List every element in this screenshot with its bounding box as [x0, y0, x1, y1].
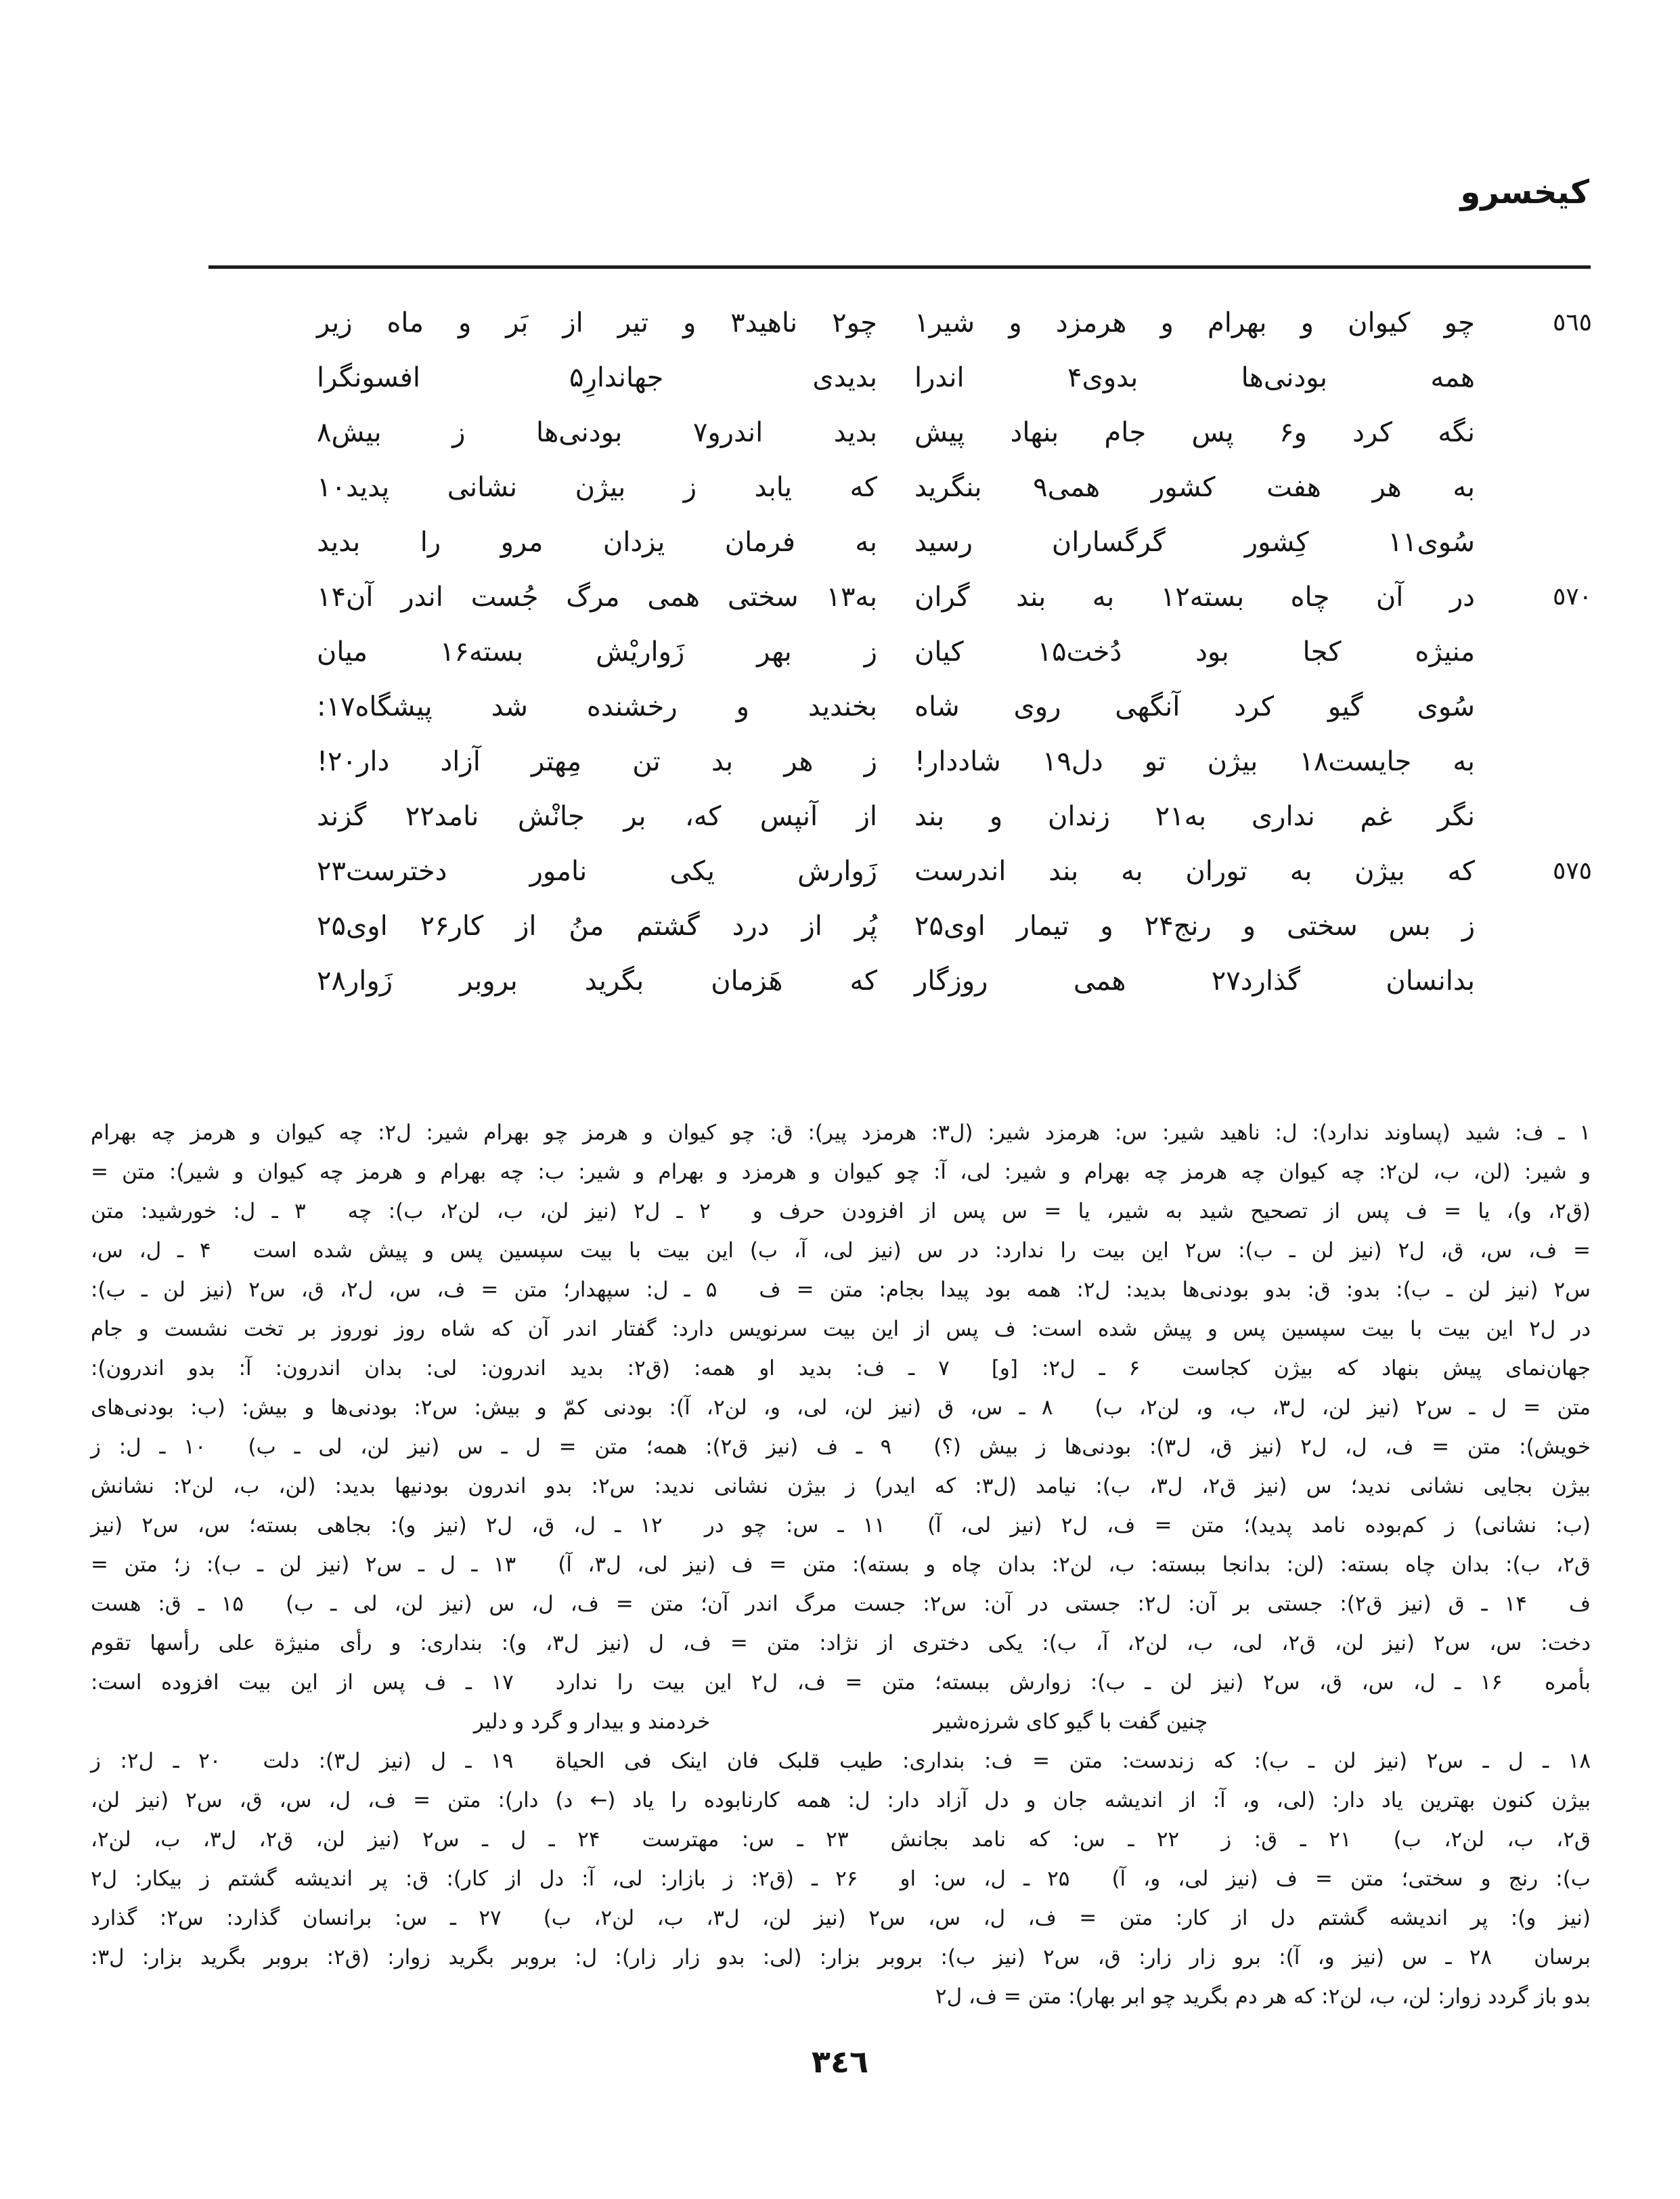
verse-number: ٥٧٥ [1552, 857, 1592, 885]
hemistich-second: که هَزمان بگرید بروبر زَوار۲۸ [317, 965, 877, 997]
apparatus-line: بأمره ۱۶ ـ ل، س، ق، س۲ (نیز لن ـ ب): زوارش ببسته؛ متن = ف، ل۲ این بیت را ندارد ۱۷ ـ ف پس از این بیت افزوده است: [91, 1670, 1591, 1695]
apparatus-line: در ل۲ این بیت با بیت سپسین پس و پیش شده است: ف پس از این بیت سرنویس دارد: گفتار اندر آن که شاه روز نوروز بر تخت نشست و جام [91, 1317, 1591, 1341]
quoted-hemistich-first: چنین گفت با گیو کای شرزه‌شیر [933, 1710, 1208, 1734]
hemistich-first: نگر غم نداری به۲۱ زندان و بند [914, 800, 1476, 832]
hemistich-first: به جایست۱۸ بیژن تو دل۱۹ شاددار! [914, 745, 1475, 777]
couplet [310, 569, 1592, 624]
hemistich-second: چو۲ ناهید۳ و تیر از بَر و ماه زیر [317, 307, 877, 339]
hemistich-second: ز هر بد تن مِهتر آزاد دار۲۰! [317, 745, 877, 777]
couplet [310, 844, 1592, 898]
couplet [310, 515, 1592, 569]
hemistich-first: سُوی گیو کرد آنگهی روی شاه [914, 691, 1475, 722]
running-header-title: کیخسرو [1460, 173, 1589, 211]
page-number: ٣٤٦ [811, 2043, 869, 2080]
apparatus-line: (ق۲، و)، یا = ف پس از تصحیح شید به شیر، یا = س پس از افزودن حرف و ۲ ـ ل۲ (نیز لن، ب، لن۲، ب): چه ۳ ـ ل: خورشید: متن [91, 1199, 1591, 1223]
hemistich-first: چو کیوان و بهرام و هرمزد و شیر۱ [914, 307, 1475, 339]
apparatus-line: جهان‌نمای پیش بنهاد که بیژن کجاست ۶ ـ ل۲: [و] ۷ ـ ف: بدید او همه: (ق۲: بدید اندرون: لی: بدان اندرون: آ: بدو اندرون): [91, 1356, 1591, 1380]
hemistich-second: به۱۳ سختی همی مرگ جُست اندر آن۱۴ [317, 581, 877, 613]
hemistich-second: از آنپس که، بر جانْش نامد۲۲ گزند [317, 800, 877, 832]
apparatus-line: (ب: نشانی) ز کم‌بوده نامد پدید)؛ متن = ف، ل۲ (نیز لی، آ) ۱۱ ـ س: چو در ۱۲ ـ ل، ق، ل۲ (نیز و): بجاهی بسته؛ س، س۲ (نیز [91, 1513, 1591, 1538]
apparatus-line: س۲ (نیز لن ـ ب): بدو: ق: بدو بودنی‌ها بدید: ل۲: همه بود پیدا بجام: متن = ف ۵ ـ ل: سپهدار؛ متن = ف، س، ل۲، ق، س۲ (نیز لن ـ ب): [91, 1278, 1591, 1302]
couplet [310, 953, 1592, 1008]
hemistich-second: بدید اندرو۷ بودنی‌ها ز بیش۸ [317, 416, 877, 448]
hemistich-first: ز بس سختی و رنج۲۴ و تیمار اوی۲۵ [914, 910, 1476, 942]
hemistich-first: که بیژن به توران به بند اندرست [914, 855, 1475, 887]
hemistich-first: به هر هفت کشور همی۹ بنگرید [914, 471, 1475, 503]
apparatus-line: دخت: س، س۲ (نیز لن، ق۲، لی، ب، لن۲، آ، ب): یکی دختری از نژاد: متن = ف، ل (نیز ل۳، و): بنداری: و رأی منیژة علی رأسها تقوم [91, 1631, 1591, 1655]
couplet [310, 624, 1592, 679]
apparatus-line: و شیر: (لن، ب، لن۲: چه کیوان چه هرمز چه بهرام و شیر: لی، آ: چو کیوان و هرمزد و بهرام و شیر: ب: چه بهرام و هرمز چه کیوان و شیر): متن = [91, 1160, 1591, 1184]
apparatus-line: ۱ ـ ف: شید (پساوند ندارد): ل: ناهید شیر: س: هرمزد شیر: (ل۳: هرمزد پیر): ق: چو کیوان و هرمز چو بهرام شیر: ل۲: چه کیوان و هرمز چه بهرام [91, 1120, 1591, 1145]
hemistich-second: ز بهر زَواریْش بسته۱۶ میان [317, 636, 877, 668]
hemistich-first: همه بودنی‌ها بدوی۴ اندرا [914, 362, 1475, 393]
apparatus-line: (نیز و): پر اندیشه گشتم دل از کار: متن = ف، ل، س، س۲ (نیز لن، ل۳، ب، لن۲، ب) ۲۷ ـ س: برانسان گذارد: س۲: گذارد [91, 1906, 1591, 1930]
apparatus-line: ف ۱۴ ـ ق (نیز ق۲): جستی بر آن: ل۲: جستی در آن: س۲: جست مرگ اندر آن؛ متن = ف، ل، س (نیز لن، لی ـ ب) ۱۵ ـ ق: هست [91, 1592, 1591, 1616]
hemistich-second: که یابد ز بیژن نشانی پدید۱۰ [317, 471, 877, 503]
apparatus-line: ب): رنج و سختی؛ متن = ف (نیز لی، و، آ) ۲۵ ـ ل، س: او ۲۶ ـ (ق۲: ز بازار: لی، آ: دل از کار): ق: پر اندیشه گشتم ز بیکار: ل۲ [91, 1867, 1591, 1891]
hemistich-first: سُوی۱۱ کِشور گرگساران رسید [914, 526, 1475, 558]
couplet [310, 295, 1592, 350]
apparatus-line: ۱۸ ـ ل ـ س۲ (نیز لن ـ ب): که زندست: متن = ف: بنداری: طیب قلبک فان اینک فی الحیاة ۱۹ ـ ل (نیز ل۳): دلت ۲۰ ـ ل۲: ز [91, 1749, 1591, 1773]
couplet [310, 460, 1592, 515]
critical-apparatus [91, 1113, 1591, 2016]
apparatus-line: خویش): متن = ف، ل، ل۲ (نیز ق، ل۳): بودنی‌ها ز بیش (؟) ۹ ـ ف (نیز ق۲): همه؛ متن = ل ـ س (نیز لن، لی ـ ب) ۱۰ ـ ل: ز [91, 1435, 1591, 1459]
header-rule [208, 265, 1591, 269]
hemistich-first: بدانسان گذارد۲۷ همی روزگار [914, 965, 1475, 997]
couplet [310, 734, 1592, 789]
apparatus-quoted-verse [91, 1702, 1591, 1741]
hemistich-second: بخندید و رخشنده شد پیشگاه۱۷: [317, 691, 877, 722]
apparatus-line: ق۲، ب): بدان چاه بسته: (لن: بدانجا ببسته: ب، لن۲: بدان چاه و بسته): متن = ف (نیز لی، ل۳، آ) ۱۳ ـ ل ـ س۲ (نیز لن ـ ب): ز؛ متن = [91, 1552, 1591, 1577]
apparatus-line-last: بدو باز گردد زوار: لن، ب، لن۲: که هر دم بگرید چو ابر بهار): متن = ف، ل۲ [935, 1984, 1591, 2009]
verse-number: ٥٧٠ [1552, 583, 1592, 611]
couplet [310, 405, 1592, 460]
apparatus-line: متن = ل ـ س۲ (نیز لن، ل۳، ب، و، لن۲، ب) ۸ ـ س، ق (نیز لن، لی، و، لن۲، آ): بودنی کمّ و بیش: س۲: بودنی‌ها و بیش: (ب: بودنی‌های [91, 1395, 1591, 1420]
hemistich-second: بدیدی جهاندارِ۵ افسونگرا [317, 362, 877, 393]
apparatus-line: برسان ۲۸ ـ س (نیز و، آ): برو زار زار: ق، س۲ (نیز ب): بروبر بزار: (لی: بدو زار زار): ل: بروبر بگرید زوار: (ق۲: بروبر بگرید بزار: ل۳: [91, 1945, 1591, 1969]
couplet [310, 350, 1592, 405]
couplet [310, 679, 1592, 734]
couplet [310, 898, 1592, 953]
hemistich-first: نگه کرد و۶ پس جام بنهاد پیش [914, 416, 1475, 448]
verse-number: ٥٦٥ [1552, 309, 1592, 336]
apparatus-line: بیژن بجایی نشانی ندید؛ س (نیز ق۲، ل۳، ب): نیامد (ل۳: که ایدر) ز بیژن نشانی ندید: س۲: بدو اندرون بودنیها بدید: (لن، ب، لن۲: نشانش [91, 1474, 1591, 1498]
apparatus-line: ق۲، ب، لن۲، ب) ۲۱ ـ ق: ز ۲۲ ـ س: که نامد بجانش ۲۳ ـ س: مهترست ۲۴ ـ ل ـ س۲ (نیز لن، ق۲، ل۳، ب، لن۲، [91, 1827, 1591, 1852]
couplet [310, 789, 1592, 844]
apparatus-line: = ف، س، ق، ل۲ (نیز لن ـ ب): س۲ این بیت را ندارد: در س (نیز لی، آ، ب) این بیت با بیت سپسین پس و پیش شده است ۴ ـ ل، س، [91, 1238, 1591, 1263]
hemistich-second: پُر از درد گشتم منُ از کار۲۶ اوی۲۵ [317, 910, 878, 942]
quoted-hemistich-second: خردمند و بیدار و گرد و دلیر [473, 1710, 711, 1734]
hemistich-second: زَوارش یکی نامور دخترست۲۳ [317, 855, 877, 887]
hemistich-first: در آن چاه بسته۱۲ به بند گران [914, 581, 1475, 613]
apparatus-line: بیژن کنون بهترین یاد دار: (لی، و، آ: از اندیشه جان و دل آزاد دار: ل: همه کارنابوده را یاد (← د) دار): متن = ف، ل، س، ق، س۲ (نیز لن، [91, 1788, 1591, 1812]
hemistich-first: منیژه کجا بود دُخت۱۵ کیان [914, 636, 1475, 668]
verse-block [310, 295, 1592, 1008]
hemistich-second: به فرمان یزدان مرو را بدید [317, 526, 877, 558]
